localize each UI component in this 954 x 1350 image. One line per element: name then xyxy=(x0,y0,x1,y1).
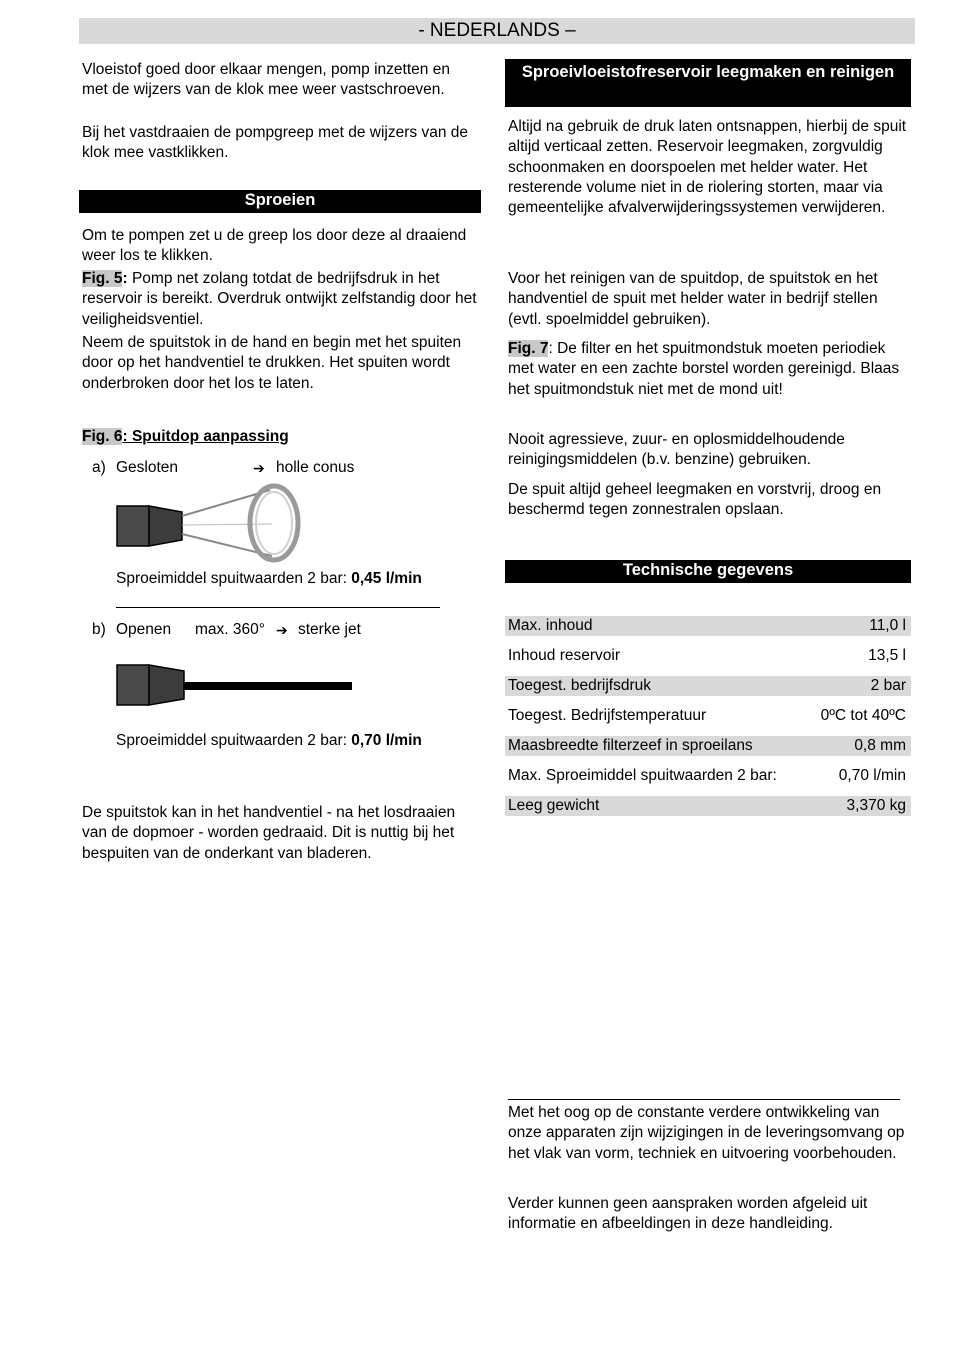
fig5-text: Pomp net zolang totdat de bedrijfsdruk in het reservoir is bereikt. Overdruk ontwijkt zelfstandig door het veiligheidsventiel. xyxy=(82,270,477,328)
sproeien-paragraph-3: Neem de spuitstok in de hand en begin met het spuiten door op het handventiel te drukken. Het spuiten wordt onderbroken door het los te laten. xyxy=(82,334,462,392)
option-a-name: Gesloten xyxy=(116,459,179,476)
nozzle-nut xyxy=(117,506,149,546)
disclaimer-paragraph-2: Verder kunnen geen aanspraken worden afgeleid uit informatie en afbeeldingen in deze handleiding. xyxy=(508,1195,868,1233)
spec-row xyxy=(505,676,911,696)
closing-paragraph: De spuitstok kan in het handventiel - na het losdraaien van de dopmoer - worden gedraaid. Dit is nuttig bij het bespuiten van de onderkant van bladeren. xyxy=(82,804,456,862)
spec-row xyxy=(505,616,911,636)
spec-label: Toegest. Bedrijfstemperatuur xyxy=(508,707,707,724)
nozzle-nut xyxy=(117,665,149,705)
spec-value: 11,0 l xyxy=(869,617,906,634)
option-a-rate xyxy=(116,569,422,589)
fig6-reference: Fig. 6 xyxy=(82,428,123,445)
option-b-rate xyxy=(116,731,422,751)
option-a-letter: a) xyxy=(92,459,106,476)
strong-jet-nozzle-figure xyxy=(112,658,358,710)
spec-row xyxy=(505,796,911,816)
arrow-right-icon: ➔ xyxy=(253,460,265,476)
option-b-letter: b) xyxy=(92,621,106,638)
fig5-paragraph xyxy=(82,269,480,330)
disclaimer-paragraph-1: Met het oog op de constante verdere ontwikkeling van onze apparaten zijn wijzigingen in de leveringsomvang op het vlak van vorm, techniek en uitvoering voorbehouden. xyxy=(508,1104,905,1162)
option-b-name: Openen xyxy=(116,621,172,638)
section-heading-technical-data: Technische gegevens xyxy=(505,560,911,583)
fig7-text: : De filter en het spuitmondstuk moeten periodiek met water en een zachte borstel worden gereinigd. Blaas het spuitmondstuk niet met de mond uit! xyxy=(508,340,900,398)
spec-label: Leeg gewicht xyxy=(508,797,600,814)
empty-paragraph-4: Nooit agressieve, zuur- en oplosmiddelhoudende reinigingsmiddelen (b.v. benzine) gebruiken. xyxy=(508,431,845,469)
spec-label: Inhoud reservoir xyxy=(508,647,621,664)
option-b-angle: max. 360° xyxy=(195,621,265,638)
arrow-right-icon: ➔ xyxy=(276,622,288,638)
spec-label: Toegest. bedrijfsdruk xyxy=(508,677,652,694)
spray-line-middle xyxy=(182,524,272,525)
section-heading-empty-clean: Sproeivloeistofreservoir leegmaken en reinigen xyxy=(505,59,911,107)
spray-cone-ring xyxy=(250,486,298,560)
nozzle-tip xyxy=(149,665,184,705)
spec-value: 3,370 kg xyxy=(846,797,906,814)
language-header: - NEDERLANDS – xyxy=(79,18,915,44)
hollow-cone-nozzle-figure xyxy=(112,482,308,564)
fig6-title: : Spuitdop aanpassing xyxy=(122,428,289,445)
option-b-rate-value: 0,70 l/min xyxy=(351,732,422,749)
fig7-reference: Fig. 7 xyxy=(508,340,549,357)
fig5-colon: : xyxy=(122,270,128,287)
nozzle-tip xyxy=(149,506,182,546)
spec-label: Max. Sproeimiddel spuitwaarden 2 bar: xyxy=(508,767,777,784)
spray-cone-inner-ring xyxy=(256,492,292,554)
fig7-paragraph xyxy=(508,339,910,400)
section-heading-sproeien: Sproeien xyxy=(79,190,481,213)
intro-paragraph-1: Vloeistof goed door elkaar mengen, pomp inzetten en met de wijzers van de klok mee weer vastschroeven. xyxy=(82,61,450,99)
spec-row xyxy=(505,706,911,726)
spec-value: 0,70 l/min xyxy=(838,767,906,784)
option-b-result: sterke jet xyxy=(298,621,361,638)
sproeien-paragraph-1: Om te pompen zet u de greep los door deze al draaiend weer los te klikken. xyxy=(82,227,467,265)
option-b-rate-text: Sproeimiddel spuitwaarden 2 bar: xyxy=(116,732,352,749)
spec-value: 0,8 mm xyxy=(854,737,906,754)
fig5-reference: Fig. 5 xyxy=(82,270,123,287)
spec-row xyxy=(505,736,911,756)
empty-paragraph-1: Altijd na gebruik de druk laten ontsnappen, hierbij de spuit altijd verticaal zetten. Reservoir leegmaken, zorgvuldig schoonmaken en doorspoelen met helder water. Het resterende volume niet in de riolering storten, maar via gemeentelijke afvalverwijderingssystemen verwijderen. xyxy=(508,118,907,217)
spec-value: 0ºC tot 40ºC xyxy=(820,707,906,724)
spec-value: 2 bar xyxy=(870,677,906,694)
option-a-rate-value: 0,45 l/min xyxy=(351,570,422,587)
option-a-rate-text: Sproeimiddel spuitwaarden 2 bar: xyxy=(116,570,352,587)
jet-stream xyxy=(184,682,352,690)
separator-line xyxy=(116,607,440,608)
intro-paragraph-2: Bij het vastdraaien de pompgreep met de wijzers van de klok mee vastklikken. xyxy=(82,124,468,162)
spec-row xyxy=(505,646,911,666)
option-a-result: holle conus xyxy=(276,459,355,476)
empty-paragraph-5: De spuit altijd geheel leegmaken en vorstvrij, droog en beschermd tegen zonnestralen opslaan. xyxy=(508,481,882,519)
spec-row xyxy=(505,766,911,786)
fig6-caption xyxy=(82,427,480,447)
disclaimer-separator xyxy=(508,1099,900,1100)
spec-value: 13,5 l xyxy=(868,647,906,664)
spec-label: Maasbreedte filterzeef in sproeilans xyxy=(508,737,753,754)
spec-label: Max. inhoud xyxy=(508,617,593,634)
empty-paragraph-2: Voor het reinigen van de spuitdop, de spuitstok en het handventiel de spuit met helder water in bedrijf stellen (evtl. spoelmiddel gebruiken). xyxy=(508,270,878,328)
